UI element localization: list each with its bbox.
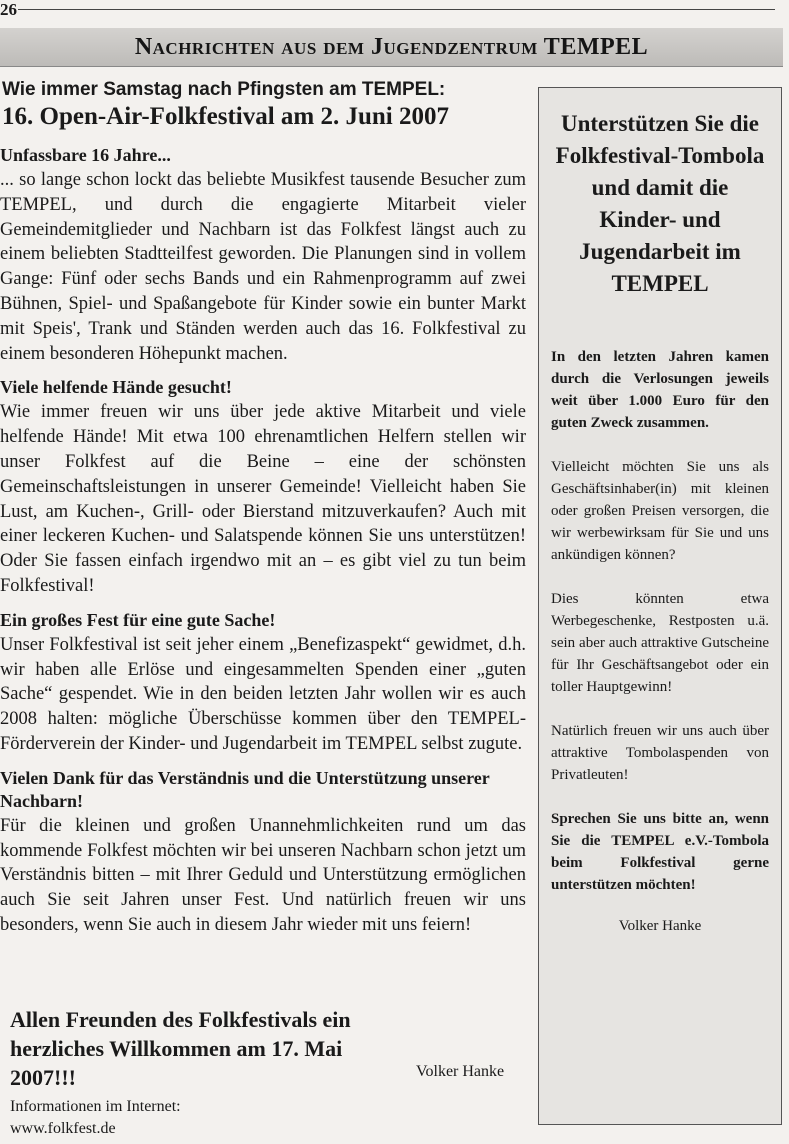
sidebar-title: Unterstützen Sie die Folkfestival-Tombola und damit die Kinder- und Jugendarbeit im TEMPEL (555, 111, 765, 296)
sidebar-paragraph: Sprechen Sie uns bitte an, wenn Sie die TEMPEL e.V.-Tombola beim Folkfestival gerne unterstützen möchten! (551, 811, 769, 893)
section-heading: Unfassbare 16 Jahre... (0, 145, 171, 165)
section-heading: Viele helfende Hände gesucht! (0, 377, 232, 398)
article-author: Volker Hanke (416, 1063, 505, 1080)
section-heading: Ein großes Fest für eine gute Sache! (0, 609, 276, 630)
sidebar-paragraph: Vielleicht möchten Sie uns als Geschäftsinhaber(in) mit kleinen oder großen Preisen versorgen, die wir werbewirksam für Sie und uns ankündigen können? (551, 459, 769, 563)
section-heading: Vielen Dank für das Verständnis und die Unterstützung unserer Nachbarn! (0, 767, 490, 811)
page-number: 26 (0, 0, 17, 19)
sidebar-paragraph: Dies könnten etwa Werbegeschenke, Restposten u.ä. sein aber auch attraktive Gutscheine für Ihr Geschäftsangebot oder ein toller Hauptgewinn! (551, 591, 769, 695)
sidebar-paragraph: In den letzten Jahren kamen durch die Verlosungen jeweils weit über 1.000 Euro für den guten Zweck zusammen. (551, 349, 769, 431)
section-text: Wie immer freuen wir uns über jede aktive Mitarbeit und viele helfende Hände! Mit etwa 100 ehrenamtlichen Helfern stellen wir unser Folkfest auf die Beine – eine der schönsten Gemeinschaftsleistungen in unserer Gemeinde! Vielleicht haben Sie Lust, am Kuchen-, Grill- oder Bierstand mitzuverkaufen? Auch mit einer leckeren Kuchen- und Salatspende können Sie uns unterstützen! Oder Sie fassen einfach irgendwo mit an – es gibt viel zu tun beim Folkfestival! (0, 402, 526, 596)
section-title: Nachrichten aus dem Jugendzentrum TEMPEL (134, 34, 649, 60)
section-text: Unser Folkfestival ist seit jeher einem „Benefizaspekt“ gewidmet, d.h. wir haben alle Erlöse und eingesammelten Spenden einer „guten Sache“ gespendet. Wie in den beiden letzten Jahr wollen wir es auch 2008 halten: mögliche Überschüsse kommen über den TEMPEL-Förderverein der Kinder- und Jugendarbeit im TEMPEL selbst zugute. (0, 634, 526, 754)
main-article (0, 78, 526, 938)
top-rule (18, 9, 775, 10)
sidebar-author: Volker Hanke (618, 918, 702, 934)
article-kicker: Wie immer Samstag nach Pfingsten am TEMPEL: (2, 79, 446, 100)
section-text: Für die kleinen und großen Unannehmlichkeiten rund um das kommende Folkfest möchten wir bei unseren Nachbarn schon jetzt um Verständnis bitten – mit Ihrer Geduld und Unterstützung ermöglichen auch Sie seit Jahren unser Fest. Und natürlich freuen wir uns besonders, wenn Sie auch in diesem Jahr wieder mit uns feiern! (0, 815, 526, 935)
sidebar-paragraph: Natürlich freuen wir uns auch über attraktive Tombolaspenden von Privatleuten! (551, 723, 769, 783)
tombola-sidebar (538, 87, 782, 1125)
closing-greeting: Allen Freunden des Folkfestivals ein herzliches Willkommen am 17. Mai 2007!!! (10, 1007, 351, 1090)
info-label: Informationen im Internet: (10, 1098, 181, 1115)
section-header (0, 28, 783, 67)
section-text: ... so lange schon lockt das beliebte Musikfest tausende Besucher zum TEMPEL, und durch die engagierte Mitarbeit vieler Gemeindemitglieder und Nachbarn ist das Folkfest längst auch zu einem beliebten Stadtteilfest geworden. Die Planungen sind in vollem Gange: Fünf oder sechs Bands und ein Rahmenprogramm auf zwei Bühnen, Spiel- und Spaßangebote für Kinder sowie ein bunter Markt mit Speis', Trank und Ständen werden auch das 16. Folkfestival zu einem besonderen Höhepunkt machen. (0, 170, 526, 364)
article-headline: 16. Open-Air-Folkfestival am 2. Juni 2007 (2, 103, 449, 130)
info-url[interactable]: www.folkfest.de (10, 1120, 116, 1137)
